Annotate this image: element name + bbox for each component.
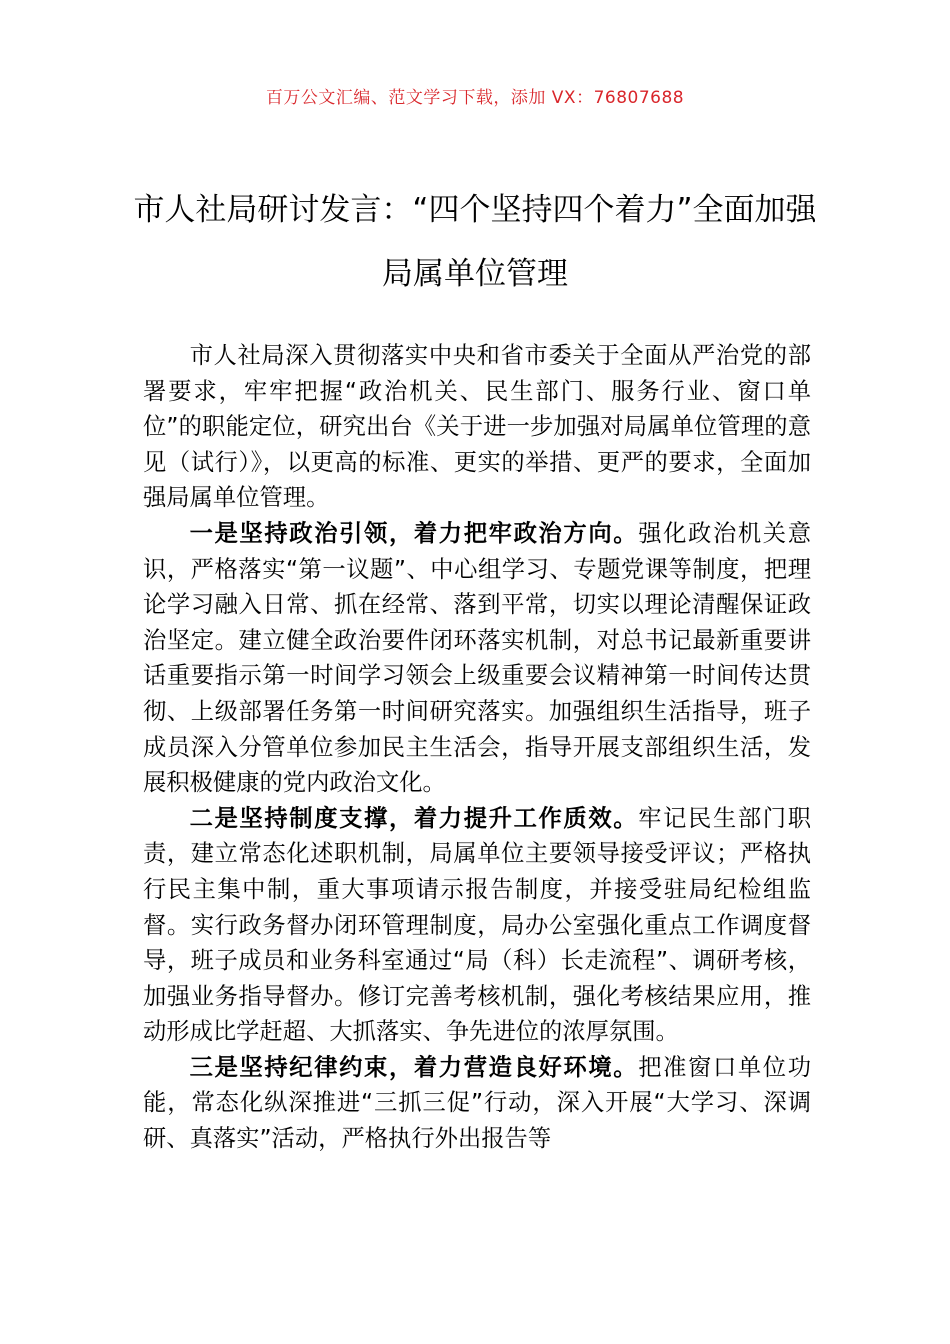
paragraph-intro <box>143 338 811 516</box>
paragraph-point-3 <box>143 1050 811 1157</box>
document-title: 市人社局研讨发言：“四个坚持四个着力”全面加强局属单位管理 <box>133 192 817 292</box>
paragraph-lead: 三是坚持纪律约束，着力营造良好环境。 <box>189 1053 639 1081</box>
paragraph-point-1 <box>143 516 811 801</box>
header-watermark-note: 百万公文汇编、范文学习下载，添加 VX：76807688 <box>265 88 685 108</box>
paragraph-text: 牢记民生部门职责，建立常态化述职机制，局属单位主要领导接受评议；严格执行民主集中制，重大事项请示报告制度，并接受驻局纪检组监督。实行政务督办闭环管理制度，局办公室强化重点工作调度督导，班子成员和业务科室通过“局（科）长走流程”、调研考核，加强业务指导督办。修订完善考核机制，强化考核结果应用，推动形成比学赶超、大抓落实、争先进位的浓厚氛围。 <box>143 804 812 1046</box>
paragraph-text: 把准窗口单位功能，常态化纵深推进“三抓三促”行动，深入开展“大学习、深调研、真落实”活动，严格执行外出报告等 <box>143 1053 812 1153</box>
paragraph-point-2 <box>143 801 811 1050</box>
paragraph-lead: 一是坚持政治引领，着力把牢政治方向。 <box>189 519 639 547</box>
paragraph-lead: 二是坚持制度支撑，着力提升工作质效。 <box>189 804 639 832</box>
paragraph-text: 强化政治机关意识，严格落实“第一议题”、中心组学习、专题党课等制度，把理论学习融入日常、抓在经常、落到平常，切实以理论清醒保证政治坚定。建立健全政治要件闭环落实机制，对总书记最新重要讲话重要指示第一时间学习领会上级重要会议精神第一时间传达贯彻、上级部署任务第一时间研究落实。加强组织生活指导，班子成员深入分管单位参加民主生活会，指导开展支部组织生活，发展积极健康的党内政治文化。 <box>143 519 812 797</box>
document-body <box>143 338 811 1157</box>
paragraph-text: 市人社局深入贯彻落实中央和省市委关于全面从严治党的部署要求，牢牢把握“政治机关、民生部门、服务行业、窗口单位”的职能定位，研究出台《关于进一步加强对局属单位管理的意见（试行）》，以更高的标准、更实的举措、更严的要求，全面加强局属单位管理。 <box>143 342 811 512</box>
